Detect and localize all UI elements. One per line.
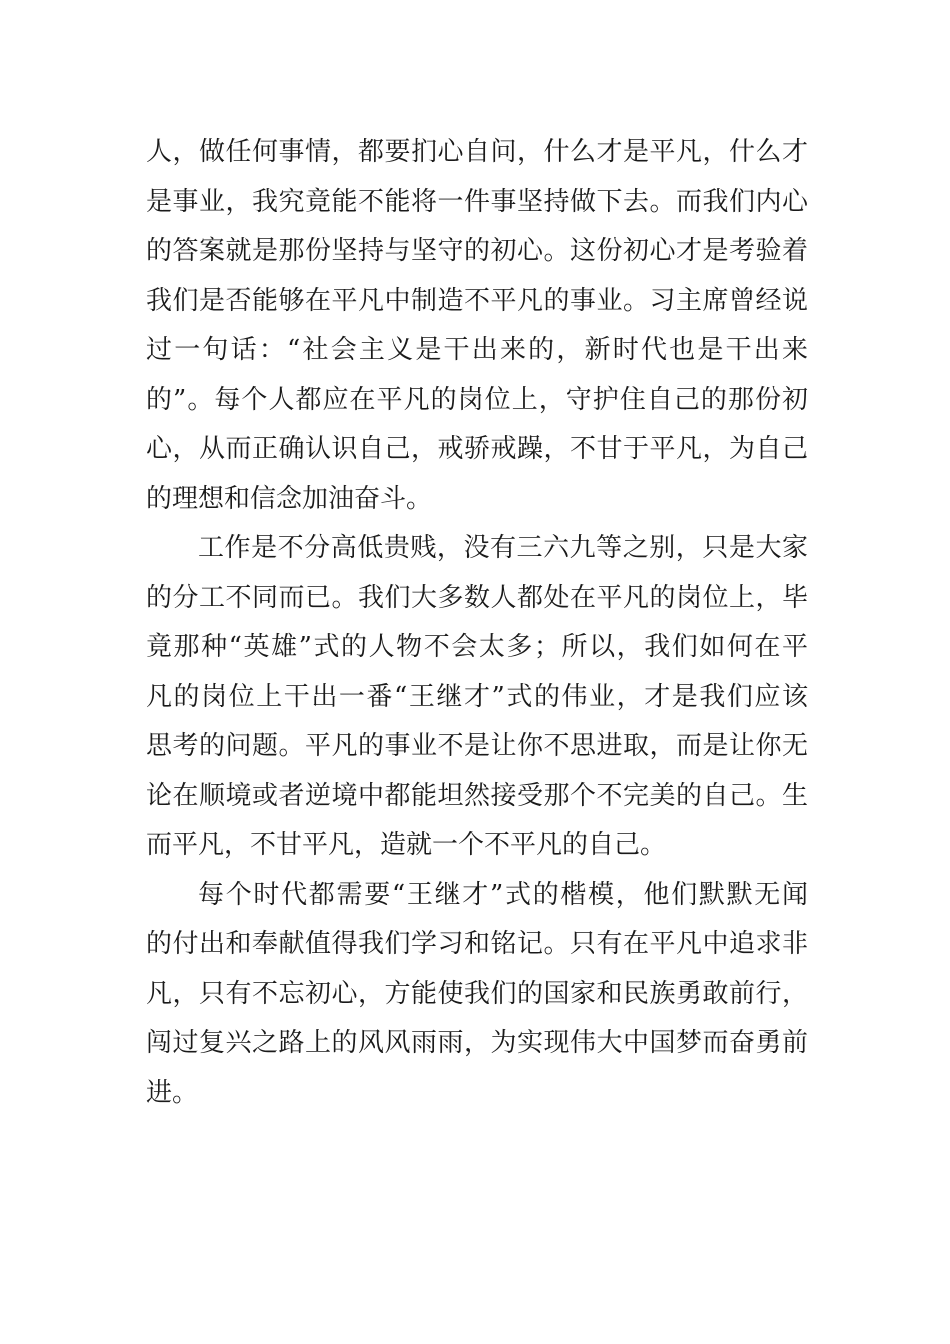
paragraph-2-line-4: 凡的岗位上干出一番“王继才”式的伟业，才是我们应该 <box>146 681 808 712</box>
paragraph-1-line-8: 的理想和信念加油奋斗。 <box>146 483 433 514</box>
body-text <box>146 128 808 1118</box>
paragraph-2-line-5: 思考的问题。平凡的事业不是让你不思进取，而是让你无 <box>146 731 808 761</box>
paragraph-3-line-3: 凡，只有不忘初心，方能使我们的国家和民族勇敢前行， <box>146 978 808 1009</box>
paragraph-2-line-3: 竟那种“英雄”式的人物不会太多；所以，我们如何在平 <box>146 632 808 662</box>
paragraph-2-line-7: 而平凡，不甘平凡，造就一个不平凡的自己。 <box>146 830 667 860</box>
paragraph-2-line-2: 的分工不同而已。我们大多数人都处在平凡的岗位上，毕 <box>146 582 808 613</box>
paragraph-1-line-2: 是事业，我究竟能不能将一件事坚持做下去。而我们内心 <box>146 186 808 217</box>
paragraph-1-line-4: 我们是否能够在平凡中制造不平凡的事业。习主席曾经说 <box>146 285 808 316</box>
paragraph-3-line-4: 闯过复兴之路上的风风雨雨，为实现伟大中国梦而奋勇前 <box>146 1028 808 1058</box>
paragraph-1-line-3: 的答案就是那份坚持与坚守的初心。这份初心才是考验着 <box>146 236 808 266</box>
paragraph-1-line-7: 心，从而正确认识自己，戒骄戒躁，不甘于平凡，为自己 <box>146 434 808 464</box>
paragraph-2-line-1: 工作是不分高低贵贱，没有三六九等之别，只是大家 <box>198 533 808 563</box>
paragraph-3-line-1: 每个时代都需要“王继才”式的楷模，他们默默无闻 <box>198 879 808 910</box>
paragraph-3-line-5: 进。 <box>146 1077 199 1108</box>
paragraph-1-line-5: 过一句话：“社会主义是干出来的，新时代也是干出来 <box>146 335 808 365</box>
paragraph-1-line-6: 的”。每个人都应在平凡的岗位上，守护住自己的那份初 <box>146 384 808 415</box>
paragraph-3-line-2: 的付出和奉献值得我们学习和铭记。只有在平凡中追求非 <box>146 929 808 959</box>
paragraph-2-line-6: 论在顺境或者逆境中都能坦然接受那个不完美的自己。生 <box>146 780 808 811</box>
paragraph-1-line-1: 人，做任何事情，都要扪心自问，什么才是平凡，什么才 <box>146 137 808 167</box>
